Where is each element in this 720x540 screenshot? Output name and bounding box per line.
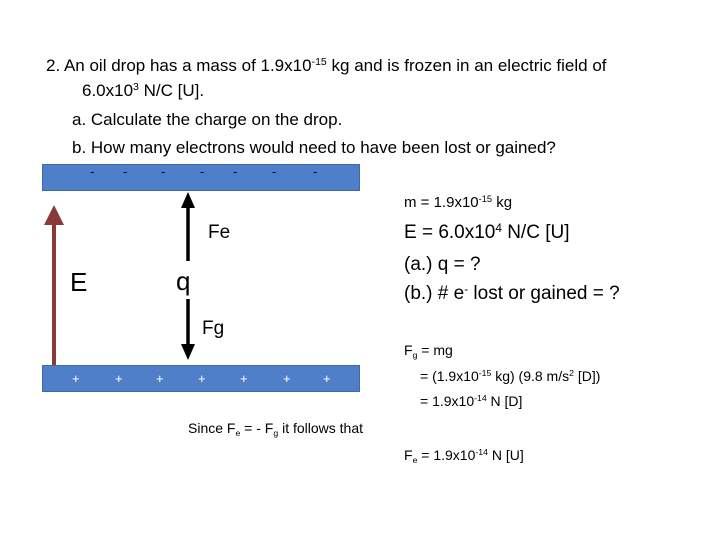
problem-line-2-exponent: 3	[133, 81, 139, 94]
given-mass	[404, 194, 512, 211]
unknown-electrons-rest: lost or gained = ?	[468, 283, 620, 304]
substitution-middle: kg) (9.8 m/s	[491, 368, 570, 384]
plate-sign-plus: +	[283, 371, 291, 386]
field-label: E	[70, 267, 88, 297]
problem-line-2-rest: N/C [U].	[138, 81, 205, 100]
substitution-exponent-2: 2	[569, 368, 574, 379]
fg-result-exponent: -14	[474, 393, 487, 404]
plate-sign-plus: +	[72, 371, 80, 386]
plate-sign-minus: -	[313, 164, 318, 179]
charge-label: q	[176, 266, 191, 296]
unknown-charge: (a.) q = ?	[404, 254, 481, 275]
fg-formula-rest: = mg	[417, 342, 453, 358]
given-field-text: E = 6.0x10	[404, 222, 496, 243]
given-field	[404, 222, 569, 244]
fg-result-unit: N [D]	[486, 393, 523, 409]
plate-sign-plus: +	[323, 371, 331, 386]
since-middle: = - F	[240, 420, 274, 436]
fg-symbol: F	[404, 342, 413, 358]
since-text: Since F	[188, 420, 236, 436]
plate-sign-minus: -	[200, 164, 205, 179]
problem-line-1-text: 2. An oil drop has a mass of 1.9x10	[46, 56, 312, 75]
solution-fg-substitution	[420, 368, 600, 384]
unknown-electrons	[404, 283, 620, 305]
problem-part-a: a. Calculate the charge on the drop.	[72, 110, 343, 129]
fe-result-unit: N [U]	[487, 447, 524, 463]
unknown-electrons-exponent: -	[464, 282, 469, 296]
plate-sign-minus: -	[272, 164, 277, 179]
problem-part-b: b. How many electrons would need to have been lost or gained?	[72, 138, 556, 157]
plate-sign-minus: -	[161, 164, 166, 179]
field-arrow-icon	[44, 205, 64, 365]
substitution-text: = (1.9x10	[420, 368, 479, 384]
since-subscript-g: g	[273, 428, 279, 439]
solution-fe-result	[404, 447, 524, 466]
substitution-exponent: -15	[478, 368, 492, 379]
problem-line-2-text: 6.0x10	[82, 81, 134, 100]
problem-line-1-rest: kg and is frozen in an electric field of	[326, 56, 607, 75]
fg-subscript: g	[412, 350, 418, 361]
plate-sign-minus: -	[90, 164, 95, 179]
fe-result-exponent: -14	[475, 447, 488, 458]
given-mass-exponent: -15	[478, 193, 493, 204]
solution-fg-formula	[404, 342, 453, 361]
given-mass-text: m = 1.9x10	[404, 194, 479, 211]
plate-sign-plus: +	[198, 371, 206, 386]
unknown-electrons-text: (b.) # e	[404, 283, 465, 304]
plate-sign-minus: -	[123, 164, 128, 179]
fg-result-text: = 1.9x10	[420, 393, 475, 409]
given-mass-unit: kg	[492, 194, 513, 211]
given-field-exponent: 4	[495, 221, 502, 235]
given-field-unit: N/C [U]	[501, 222, 570, 243]
plate-sign-plus: +	[156, 371, 164, 386]
plate-sign-plus: +	[240, 371, 248, 386]
fe-subscript: e	[412, 455, 418, 466]
plate-sign-plus: +	[115, 371, 123, 386]
fg-label: Fg	[202, 318, 225, 339]
fe-result-text: = 1.9x10	[417, 447, 476, 463]
fe-symbol: F	[404, 447, 413, 463]
substitution-rest: [D])	[573, 368, 601, 384]
since-rest: it follows that	[278, 420, 364, 436]
fe-label: Fe	[208, 222, 231, 243]
solution-fg-result	[420, 393, 522, 409]
plate-sign-minus: -	[233, 164, 238, 179]
since-subscript-e: e	[235, 428, 241, 439]
solution-since-statement	[188, 420, 364, 439]
problem-line-1-exponent: -15	[311, 56, 327, 69]
